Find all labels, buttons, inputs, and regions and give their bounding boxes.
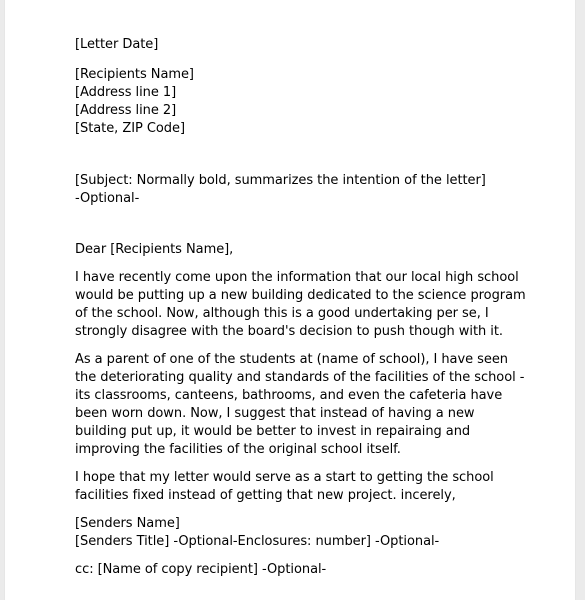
letter-body — [75, 36, 535, 579]
senders-title-line: [Senders Title] -Optional-Enclosures: number] -Optional- — [75, 534, 440, 549]
address-line-2: [Address line 2] — [75, 103, 177, 118]
subject-line: [Subject: Normally bold, summarizes the intention of the letter] — [75, 173, 486, 188]
salutation-text: Dear [Recipients Name], — [75, 242, 234, 257]
paragraph-2 — [75, 351, 535, 459]
paragraph-line: been worn down. Now, I suggest that instead of having a new — [75, 406, 475, 421]
letter-date — [75, 36, 535, 54]
recipient-name-line: [Recipients Name] — [75, 67, 194, 82]
paragraph-line: improving the facilities of the original school itself. — [75, 442, 401, 457]
senders-name-line: [Senders Name] — [75, 516, 180, 531]
paragraph-line: would be putting up a new building dedicated to the science program — [75, 288, 526, 303]
salutation — [75, 241, 535, 259]
cc-text: cc: [Name of copy recipient] -Optional- — [75, 562, 327, 577]
address-line-1: [Address line 1] — [75, 85, 177, 100]
letter-date-text: [Letter Date] — [75, 37, 159, 52]
paragraph-line: building put up, it would be better to invest in repairaing and — [75, 424, 471, 439]
paragraph-line: strongly disagree with the board's decision to push though with it. — [75, 324, 503, 339]
paragraph-3 — [75, 469, 535, 505]
paragraph-line: the deteriorating quality and standards of the facilities of the school - — [75, 370, 525, 385]
paragraph-line: I have recently come upon the information that our local high school — [75, 270, 519, 285]
cc-line — [75, 561, 535, 579]
paragraph-line: its classrooms, canteens, bathrooms, and even the cafeteria have — [75, 388, 503, 403]
paragraph-line: As a parent of one of the students at (name of school), I have seen — [75, 352, 508, 367]
state-zip-line: [State, ZIP Code] — [75, 121, 185, 136]
paragraph-line: I hope that my letter would serve as a start to getting the school — [75, 470, 494, 485]
subject-block — [75, 172, 535, 208]
signature-block — [75, 515, 535, 551]
paragraph-line: of the school. Now, although this is a good undertaking per se, I — [75, 306, 489, 321]
document-page — [5, 0, 575, 600]
subject-optional-line: -Optional- — [75, 191, 140, 206]
paragraph-1 — [75, 269, 535, 341]
recipient-address — [75, 66, 535, 138]
paragraph-line: facilities fixed instead of getting that new project. incerely, — [75, 488, 456, 503]
